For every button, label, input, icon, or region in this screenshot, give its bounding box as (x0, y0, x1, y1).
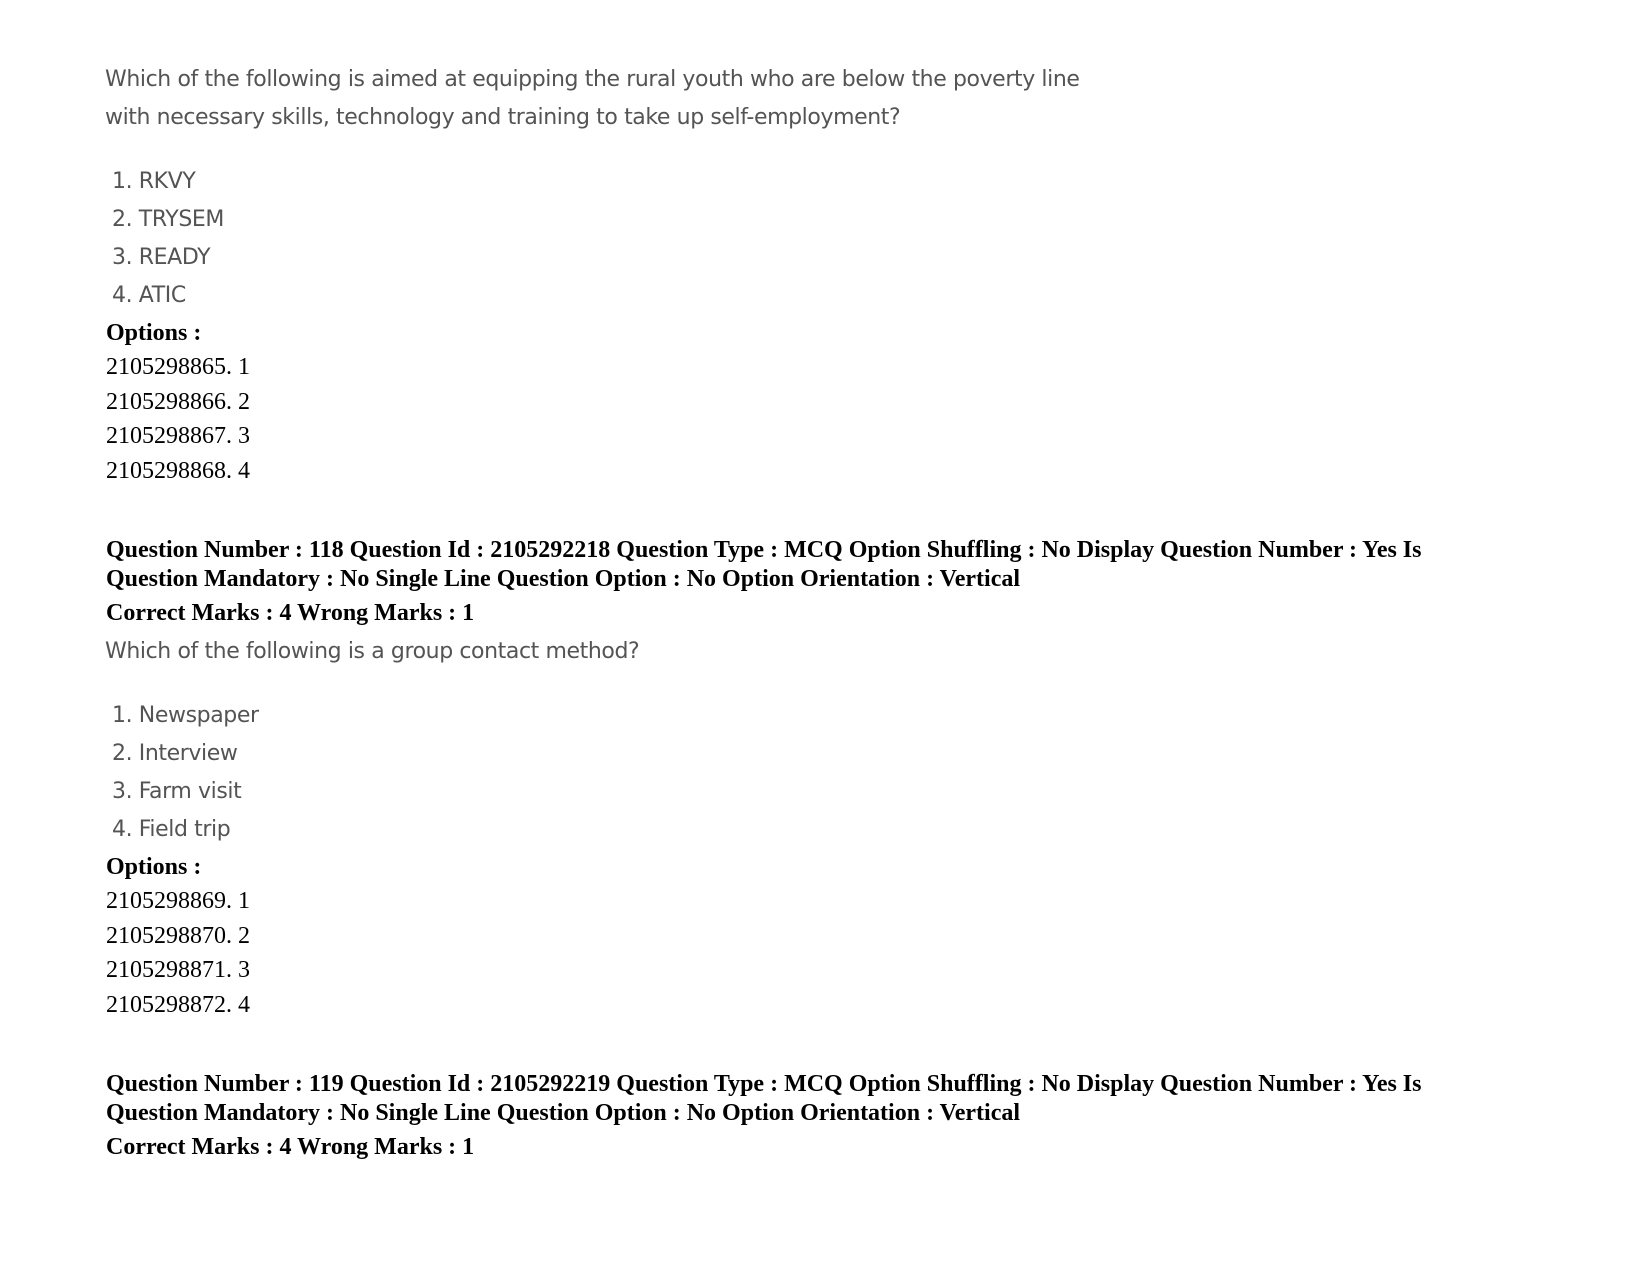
question-118-text-line: Which of the following is a group contact method? (105, 639, 640, 664)
question-118-choices (112, 697, 259, 849)
question-117-choices (112, 163, 224, 315)
question-119-marks: Correct Marks : 4 Wrong Marks : 1 (106, 1134, 475, 1160)
option-id-item: 2105298869. 1 (106, 888, 250, 914)
question-119-meta-line-2: Question Mandatory : No Single Line Question Option : No Option Orientation : Vertical (106, 1100, 1021, 1126)
option-id-item: 2105298871. 3 (106, 957, 250, 983)
question-117-options-label: Options : (106, 320, 202, 346)
option-id-item: 2105298868. 4 (106, 457, 250, 484)
choice-item: 4. ATIC (112, 283, 186, 308)
question-117-options (106, 350, 250, 488)
option-id-item: 2105298865. 1 (106, 354, 250, 380)
question-119-meta-line-1: Question Number : 119 Question Id : 2105292219 Question Type : MCQ Option Shuffling : No Display Question Number : Yes Is (106, 1071, 1422, 1097)
question-118-text (105, 633, 639, 671)
question-118-meta-line-1: Question Number : 118 Question Id : 2105292218 Question Type : MCQ Option Shuffling : No Display Question Number : Yes Is (106, 537, 1422, 563)
question-117-text-line-2: with necessary skills, technology and training to take up self-employment? (105, 105, 901, 130)
choice-item: 3. READY (112, 245, 211, 270)
question-118-marks: Correct Marks : 4 Wrong Marks : 1 (106, 600, 475, 626)
choice-item: 4. Field trip (112, 817, 231, 842)
question-118-options (106, 884, 250, 1022)
question-117-text-line-1: Which of the following is aimed at equipping the rural youth who are below the poverty line (105, 67, 1080, 92)
choice-item: 2. Interview (112, 741, 238, 766)
choice-item: 1. RKVY (112, 169, 196, 194)
question-118-options-label: Options : (106, 854, 202, 880)
option-id-item: 2105298866. 2 (106, 388, 250, 415)
choice-item: 1. Newspaper (112, 703, 259, 728)
question-119-meta (106, 1070, 1546, 1128)
option-id-item: 2105298867. 3 (106, 423, 250, 449)
question-118-meta-line-2: Question Mandatory : No Single Line Question Option : No Option Orientation : Vertical (106, 566, 1021, 592)
option-id-item: 2105298872. 4 (106, 991, 250, 1018)
choice-item: 3. Farm visit (112, 779, 242, 804)
option-id-item: 2105298870. 2 (106, 922, 250, 949)
choice-item: 2. TRYSEM (112, 207, 224, 232)
question-118-meta (106, 536, 1546, 594)
question-117-text (105, 61, 1080, 137)
